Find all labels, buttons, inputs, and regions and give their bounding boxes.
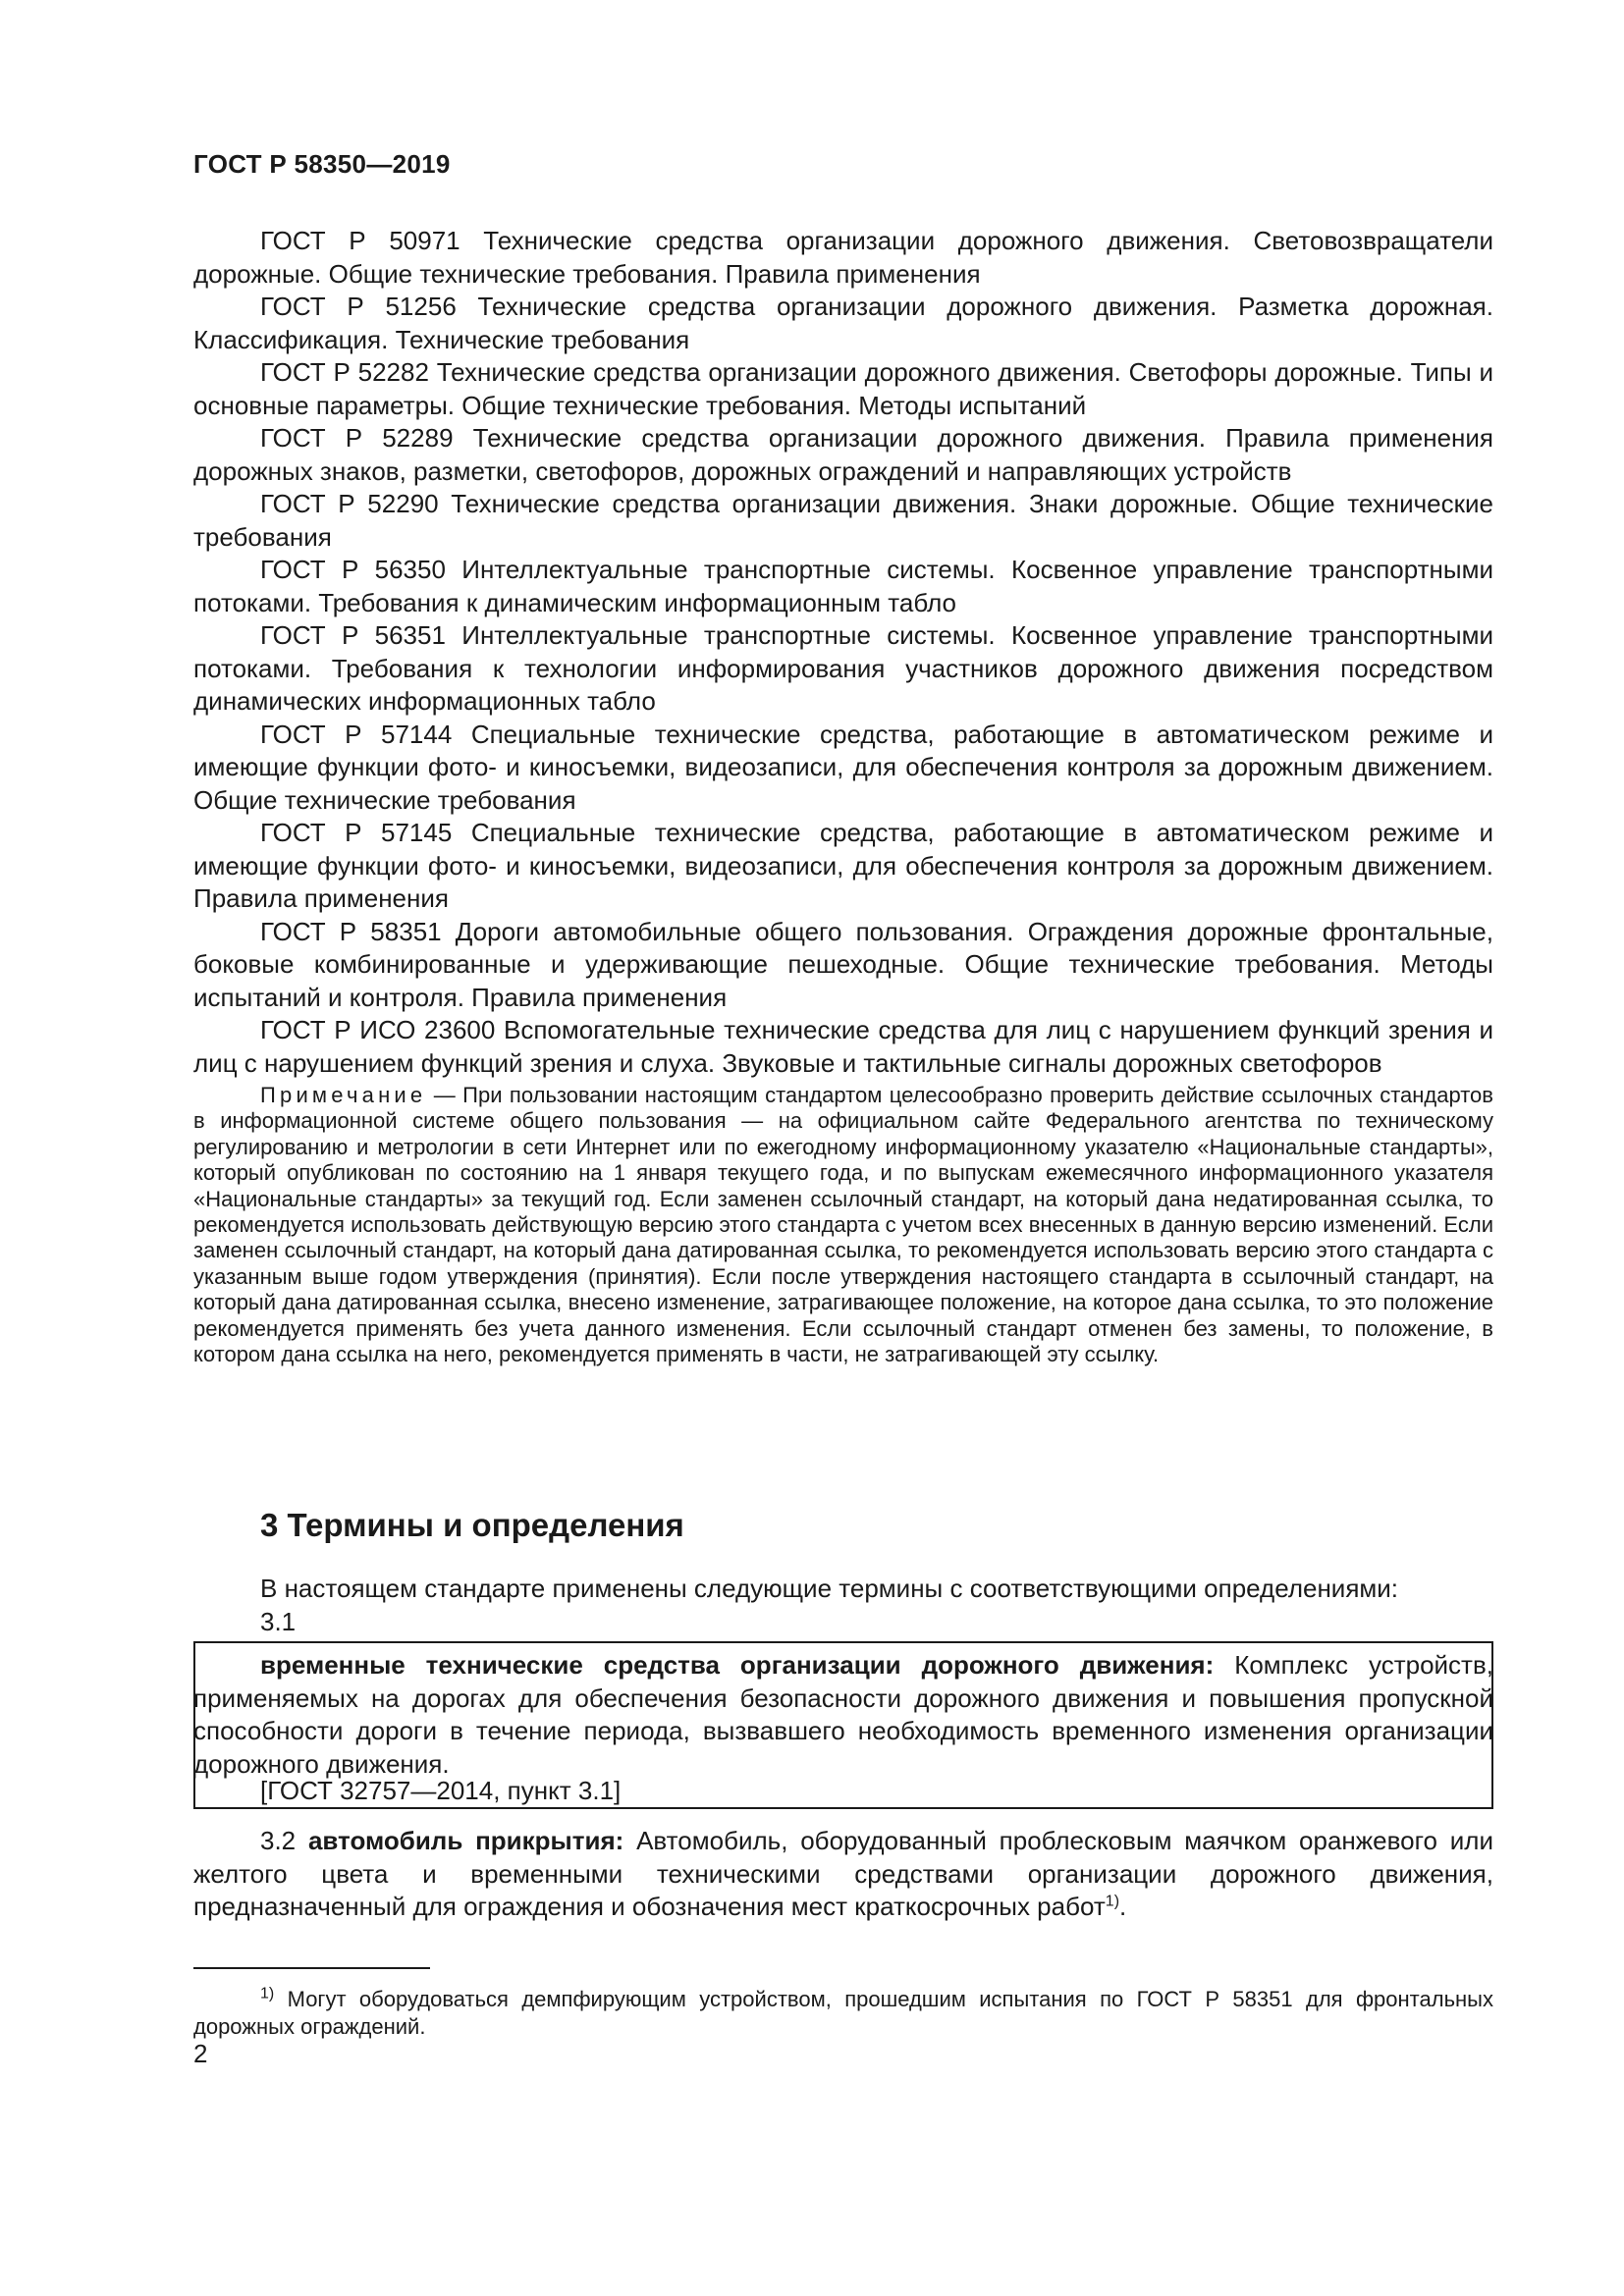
reference-item: ГОСТ Р 52282 Технические средства организации дорожного движения. Светофоры дорожные. Типы и основные параметры. Общие технические требования. Методы испытаний xyxy=(193,357,1493,420)
term-number: 3.1 xyxy=(260,1606,297,1636)
reference-item: ГОСТ Р 56351 Интеллектуальные транспортные системы. Косвенное управление транспортными потоками. Требования к технологии информирования участников дорожного движения посредством динамических информационных табло xyxy=(193,620,1493,716)
reference-item: ГОСТ Р 57144 Специальные технические средства, работающие в автоматическом режиме и имеющие функции фото- и киносъемки, видеозаписи, для обеспечения контроля за дорожным движением. Общие технические требования xyxy=(193,719,1493,815)
section-intro: В настоящем стандарте применены следующие термины с соответствующими определениями: 3.1 xyxy=(260,1573,1497,1638)
reference-item: ГОСТ Р ИСО 23600 Вспомогательные технические средства для лиц с нарушением функций зрения и лиц с нарушением функций зрения и слуха. Звуковые и тактильные сигналы дорожных светофоров xyxy=(193,1015,1493,1078)
term-definition-2: 3.2 автомобиль прикрытия: Автомобиль, оборудованный проблесковым маячком оранжевого или желтого цвета и временными техническими средствами организации дорожного движения, предназначенный для ограждения и обозначения мест краткосрочных работ$^{1)}$. xyxy=(193,1826,1493,1921)
term-definition: временные технические средства организации дорожного движения: Комплекс устройств, применяемых на дорогах для обеспечения безопасности дорожного движения и повышения пропускной способности дороги в течение периода, вызвавшего необходимость временного изменения организации дорожного движения. xyxy=(193,1650,1493,1779)
note-label: Примечание xyxy=(260,1083,427,1107)
page-number: 2 xyxy=(193,2039,208,2068)
term-source: [ГОСТ 32757—2014, пункт 3.1] xyxy=(260,1776,622,1805)
reference-item: ГОСТ Р 50971 Технические средства организации дорожного движения. Световозвращатели дорожные. Общие технические требования. Правила применения xyxy=(193,226,1493,289)
footnote-ref: 1) xyxy=(1105,1893,1120,1910)
footnote: $^{1)}$ Могут оборудоваться демпфирующим устройством, прошедшим испытания по ГОСТ Р 58351 для фронтальных дорожных ограждений. xyxy=(193,1985,1493,2039)
reference-item: ГОСТ Р 51256 Технические средства организации дорожного движения. Разметка дорожная. Классификация. Технические требования xyxy=(193,292,1493,354)
normative-references xyxy=(193,225,1493,1080)
term-name: временные технические средства организации дорожного движения: xyxy=(260,1650,1215,1680)
reference-item: ГОСТ Р 52289 Технические средства организации дорожного движения. Правила применения дорожных знаков, разметки, светофоров, дорожных ограждений и направляющих устройств xyxy=(193,423,1493,486)
reference-item: ГОСТ Р 57145 Специальные технические средства, работающие в автоматическом режиме и имеющие функции фото- и киносъемки, видеозаписи, для обеспечения контроля за дорожным движением. Правила применения xyxy=(193,818,1493,913)
reference-item: ГОСТ Р 56350 Интеллектуальные транспортные системы. Косвенное управление транспортными потоками. Требования к динамическим информационным табло xyxy=(193,555,1493,617)
reference-item: ГОСТ Р 58351 Дороги автомобильные общего пользования. Ограждения дорожные фронтальные, боковые комбинированные и удерживающие пешеходные. Общие технические требования. Методы испытаний и контроля. Правила применения xyxy=(193,916,1493,1012)
document-header: ГОСТ Р 58350—2019 xyxy=(193,149,451,179)
note-text: — При пользовании настоящим стандартом целесообразно проверить действие ссылочных стандартов в информационной системе общего пользования — на официальном сайте Федерального агентства по техническому регулированию и метрологии в сети Интернет или по ежегодному информационному указателю «Национальные стандарты», который опубликован по состоянию на 1 января текущего года, и по выпускам ежемесячного информационного указателя «Национальные стандарты» за текущий год. Если заменен ссылочный стандарт, на который дана недатированная ссылка, то рекомендуется использовать действующую версию этого стандарта с учетом всех внесенных в данную версию изменений. Если заменен ссылочный стандарт, на который дана датированная ссылка, то рекомендуется использовать версию этого стандарта с указанным выше годом утверждения (принятия). Если после утверждения настоящего стандарта в ссылочный стандарт, на который дана датированная ссылка, внесено изменение, затрагивающее положение, на которое дана ссылка, то это положение рекомендуется применять без учета данного изменения. Если ссылочный стандарт отменен без замены, то положение, в котором дана ссылка на него, рекомендуется применять в части, не затрагивающей эту ссылку. xyxy=(193,1083,1493,1367)
reference-item: ГОСТ Р 52290 Технические средства организации движения. Знаки дорожные. Общие технические требования xyxy=(193,489,1493,552)
term-name-2: автомобиль прикрытия: xyxy=(307,1826,624,1855)
footnote-divider xyxy=(193,1967,430,1969)
note-block xyxy=(193,1083,1493,1367)
section-title: 3 Термины и определения xyxy=(260,1507,684,1543)
